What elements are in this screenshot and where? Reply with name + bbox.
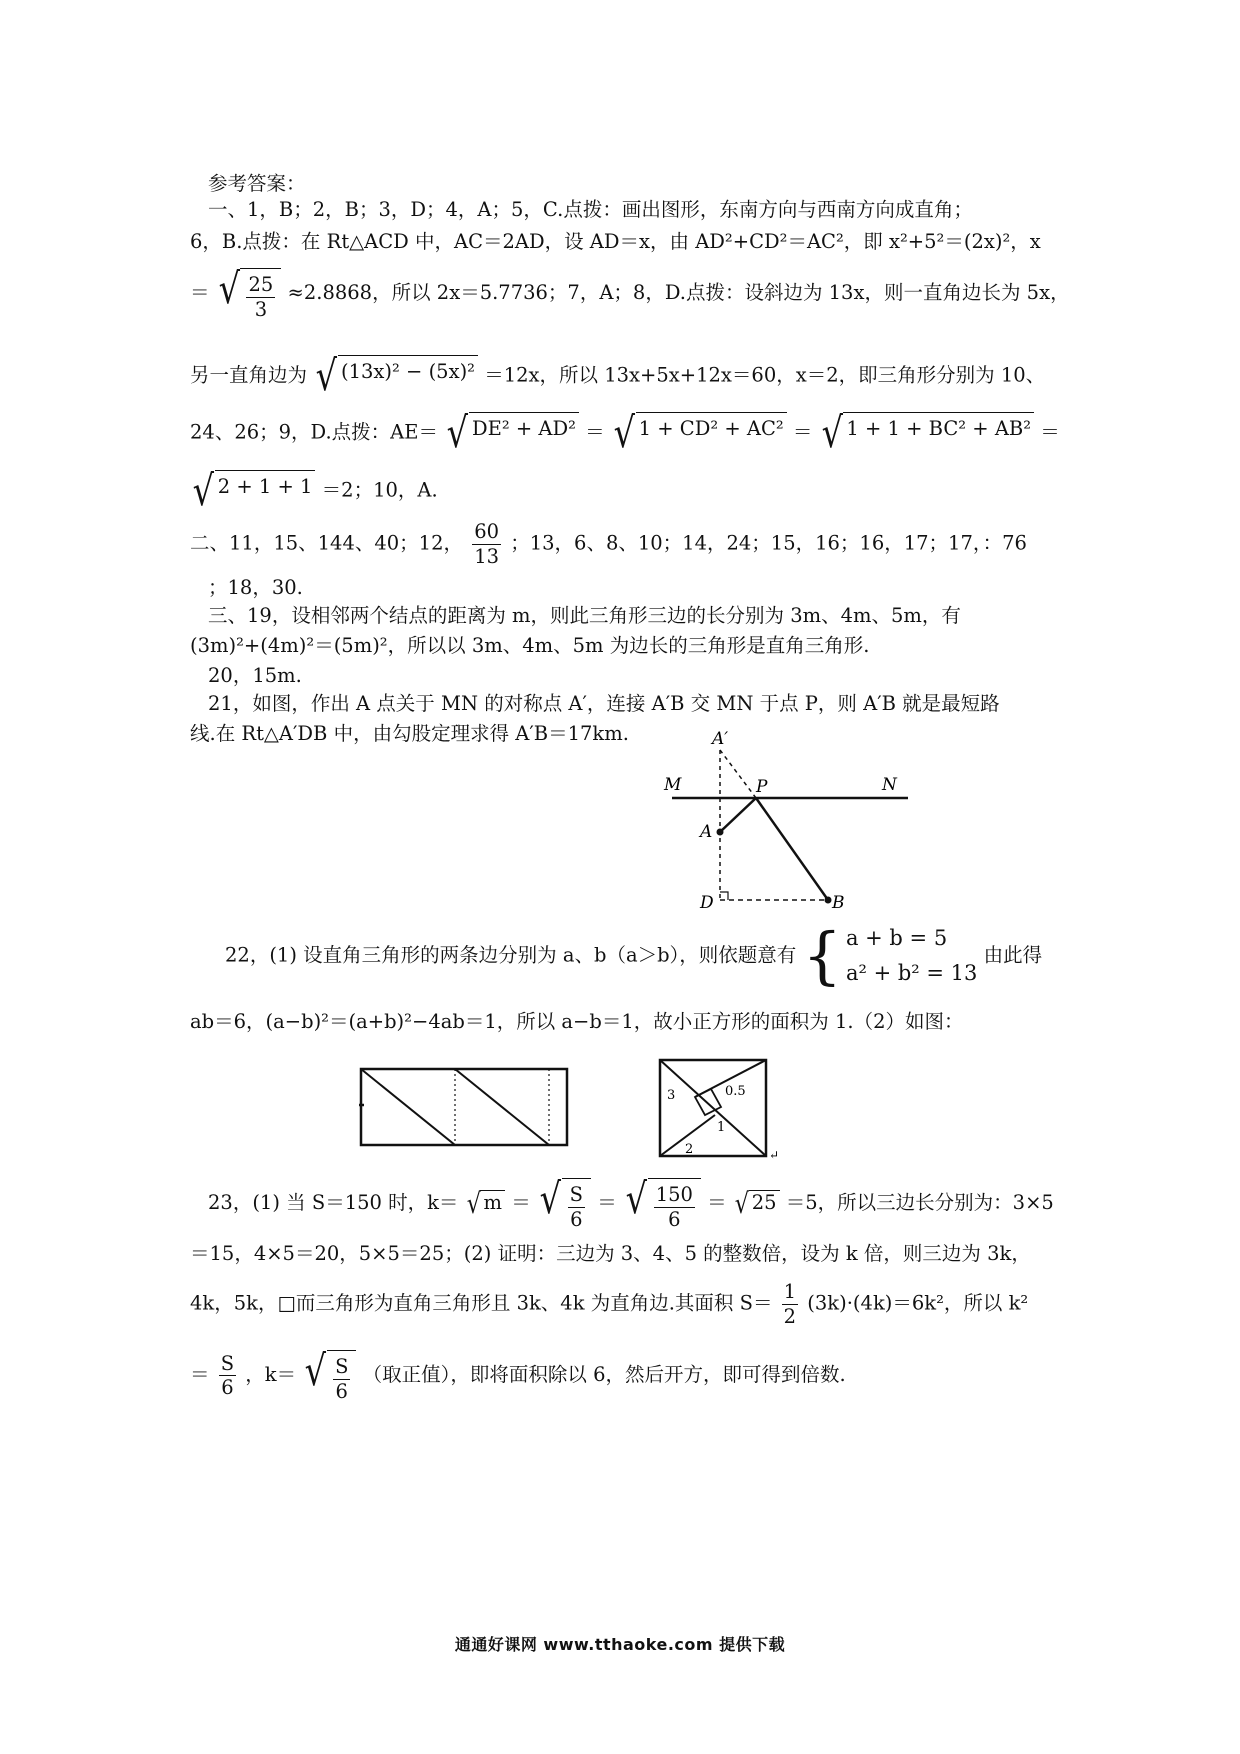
text: （取正值），即将面积除以 6，然后开方，即可得到倍数. [362,1363,846,1386]
text: ＝ [585,420,605,444]
equation-system: { a + b = 5 a² + b² = 13 [802,919,978,992]
text: ＝ [511,1191,531,1214]
figure-21-diagram [660,720,940,920]
frac-num: S [569,1183,584,1206]
sqrt-body: m [480,1190,505,1218]
frac-num: 150 [655,1183,693,1206]
sqrt-s-over-6: √ $\frac{S}{6}$ [537,1178,591,1229]
sqrt-expression: √ (13x)² − (5x)² [313,355,478,397]
label-a-prime: A′ [712,729,729,749]
point-a [717,829,724,836]
segment-pb [756,798,828,900]
part1-line2: 6，B.点拨：在 Rt△ACD 中，AC＝2AD，设 AD＝x，由 AD²+CD²＝AC²，即 x²+5²＝(2x)²，x [190,230,1041,253]
text: ≈2.8868，所以 2x＝5.7736；7，A；8，D.点拨：设斜边为 13x，则一直角边长为 5x， [287,281,1070,304]
sqrt-expression: √ 1 + 1 + BC² + AB² [819,412,1034,454]
segment-ap [720,798,756,832]
diagonal-main [660,1060,766,1156]
label-m: M [664,775,682,795]
frac-den: 6 [570,1207,583,1231]
frac-den: 3 [254,297,268,321]
sqrt-m: √ m [465,1190,505,1218]
part2-line1 [190,522,1027,566]
part3-line4: 21，如图，作出 A 点关于 MN 的对称点 A′，连接 A′B 交 MN 于点 P，则 A′B 就是最短路 [208,692,1000,715]
frac-num: 60 [474,520,500,543]
frac-den: 6 [335,1379,348,1403]
equation-1: a + b = 5 [845,926,948,950]
q23-line4 [190,1346,846,1403]
page-footer: 通通好课网 www.tthaoke.com 提供下载 [454,1635,786,1654]
sqrt-expression: √ 2 + 1 + 1 [190,470,315,512]
text: (3k)·(4k)＝6k²，所以 k² [807,1291,1029,1315]
text: ；13，6、8、10；14，24；15，16；16，17；17，：76 [510,531,1027,555]
part2-line2: ；18，30. [208,576,303,599]
dashed-aprime-p [720,750,756,798]
right-angle-mark [720,892,728,900]
return-mark-icon: ↵ [769,1148,780,1162]
label-d: D [700,893,714,913]
part1-line1: 一、1，B；2，B；3，D；4，A；5，C.点拨：画出图形，东南方向与西南方向成直角； [208,198,973,221]
text: 23，(1) 当 S＝150 时，k＝ [208,1191,459,1214]
sqrt-body: DE² + AD² [469,412,579,454]
point-b [825,897,832,904]
fraction-1-2 [782,1282,798,1326]
text: ＝12x，所以 13x+5x+12x＝60，x＝2，即三角形分别为 10、 [484,363,1046,387]
label-0-5: 0.5 [725,1084,746,1099]
sqrt-body: 1 + 1 + BC² + AB² [843,412,1034,454]
text: ＝ [1040,420,1060,444]
sqrt-expression: √ 1 + CD² + AC² [611,412,787,454]
q23-line3 [190,1282,1028,1326]
label-a: A [700,822,713,842]
frac-den: 13 [474,544,500,568]
figure-22-square [655,1055,790,1165]
text: ＝ [190,281,210,304]
text: ，k＝ [245,1363,297,1386]
label-n: N [882,775,897,795]
q22-line2: ab＝6，(a−b)²＝(a+b)²−4ab＝1，所以 a−b＝1，故小正方形的面积为 1.（2）如图： [190,1010,964,1033]
text: ＝2；10，A. [321,478,438,502]
part3-line5: 线.在 Rt△A′DB 中，由勾股定理求得 A′B＝17km. [190,722,629,745]
sqrt-body: 2 + 1 + 1 [215,470,316,512]
text: 22，(1) 设直角三角形的两条边分别为 a、b（a＞b），则依题意有 [225,943,797,967]
label-b: B [832,893,845,913]
text: ＝5，所以三边长分别为：3×5 [785,1191,1054,1214]
label-3: 3 [667,1088,676,1103]
sqrt-body: (13x)² − (5x)² [338,355,478,397]
text: ＝ [792,420,813,444]
fraction-s-6 [219,1351,236,1399]
frac-den: 6 [221,1376,234,1399]
diagonal-1 [361,1069,455,1145]
part3-line3: 20，15m. [208,664,302,687]
sqrt-25-over-3: √ $\frac{25}{3}$ [216,268,282,319]
q23-line2: ＝15，4×5＝20，5×5＝25；(2) 证明：三边为 3、4、5 的整数倍，设为 k 倍，则三边为 3k， [190,1242,1031,1265]
text: 24、26；9，D.点拨：AE＝ [190,420,438,444]
frac-num: 25 [248,273,274,296]
part1-line3 [190,264,1070,321]
figure-22-rectangle [355,1065,575,1149]
text: 由此得 [983,943,1043,967]
part3-line1: 三、19，设相邻两个结点的距离为 m，则此三角形三边的长分别为 3m、4m、5m，有 [208,604,961,627]
frac-den: 2 [783,1304,797,1328]
frac-num: S [335,1355,349,1378]
fraction-60-13 [472,522,501,566]
q22-line1 [225,919,1043,992]
diagonal-2 [455,1069,549,1145]
part3-line2: (3m)²+(4m)²＝(5m)²，所以以 3m、4m、5m 为边长的三角形是直角三角形. [190,634,870,657]
sqrt-body: 1 + CD² + AC² [636,412,787,454]
equation-2: a² + b² = 13 [845,961,978,985]
sqrt-25: √ 25 [733,1190,780,1218]
frac-num: 1 [783,1280,797,1303]
label-2: 2 [685,1142,694,1157]
sqrt-expression: √ DE² + AD² [444,412,579,454]
label-p: P [756,777,768,797]
text: 另一直角边为 [190,363,308,387]
part1-line5 [190,408,1060,457]
sqrt-body: 25 [749,1190,780,1218]
frac-den: 6 [668,1207,681,1231]
text: ＝ [190,1363,210,1386]
text: 4k，5k，□而三角形为直角三角形且 3k、4k 为直角边.其面积 S＝ [190,1291,773,1315]
sqrt-150-over-6: √ $\frac{150}{6}$ [623,1178,701,1229]
sqrt-s-over-6: √ $\frac{S}{6}$ [302,1350,356,1401]
label-1: 1 [717,1120,726,1135]
frac-num: S [220,1351,235,1375]
text: ＝ [597,1191,617,1214]
q23-line1 [208,1174,1054,1231]
part1-line4 [190,351,1046,400]
answer-title: 参考答案： [208,172,306,195]
text: 二、11，15、144、40；12， [190,531,463,555]
text: ＝ [707,1191,727,1214]
part1-line6 [190,466,438,515]
